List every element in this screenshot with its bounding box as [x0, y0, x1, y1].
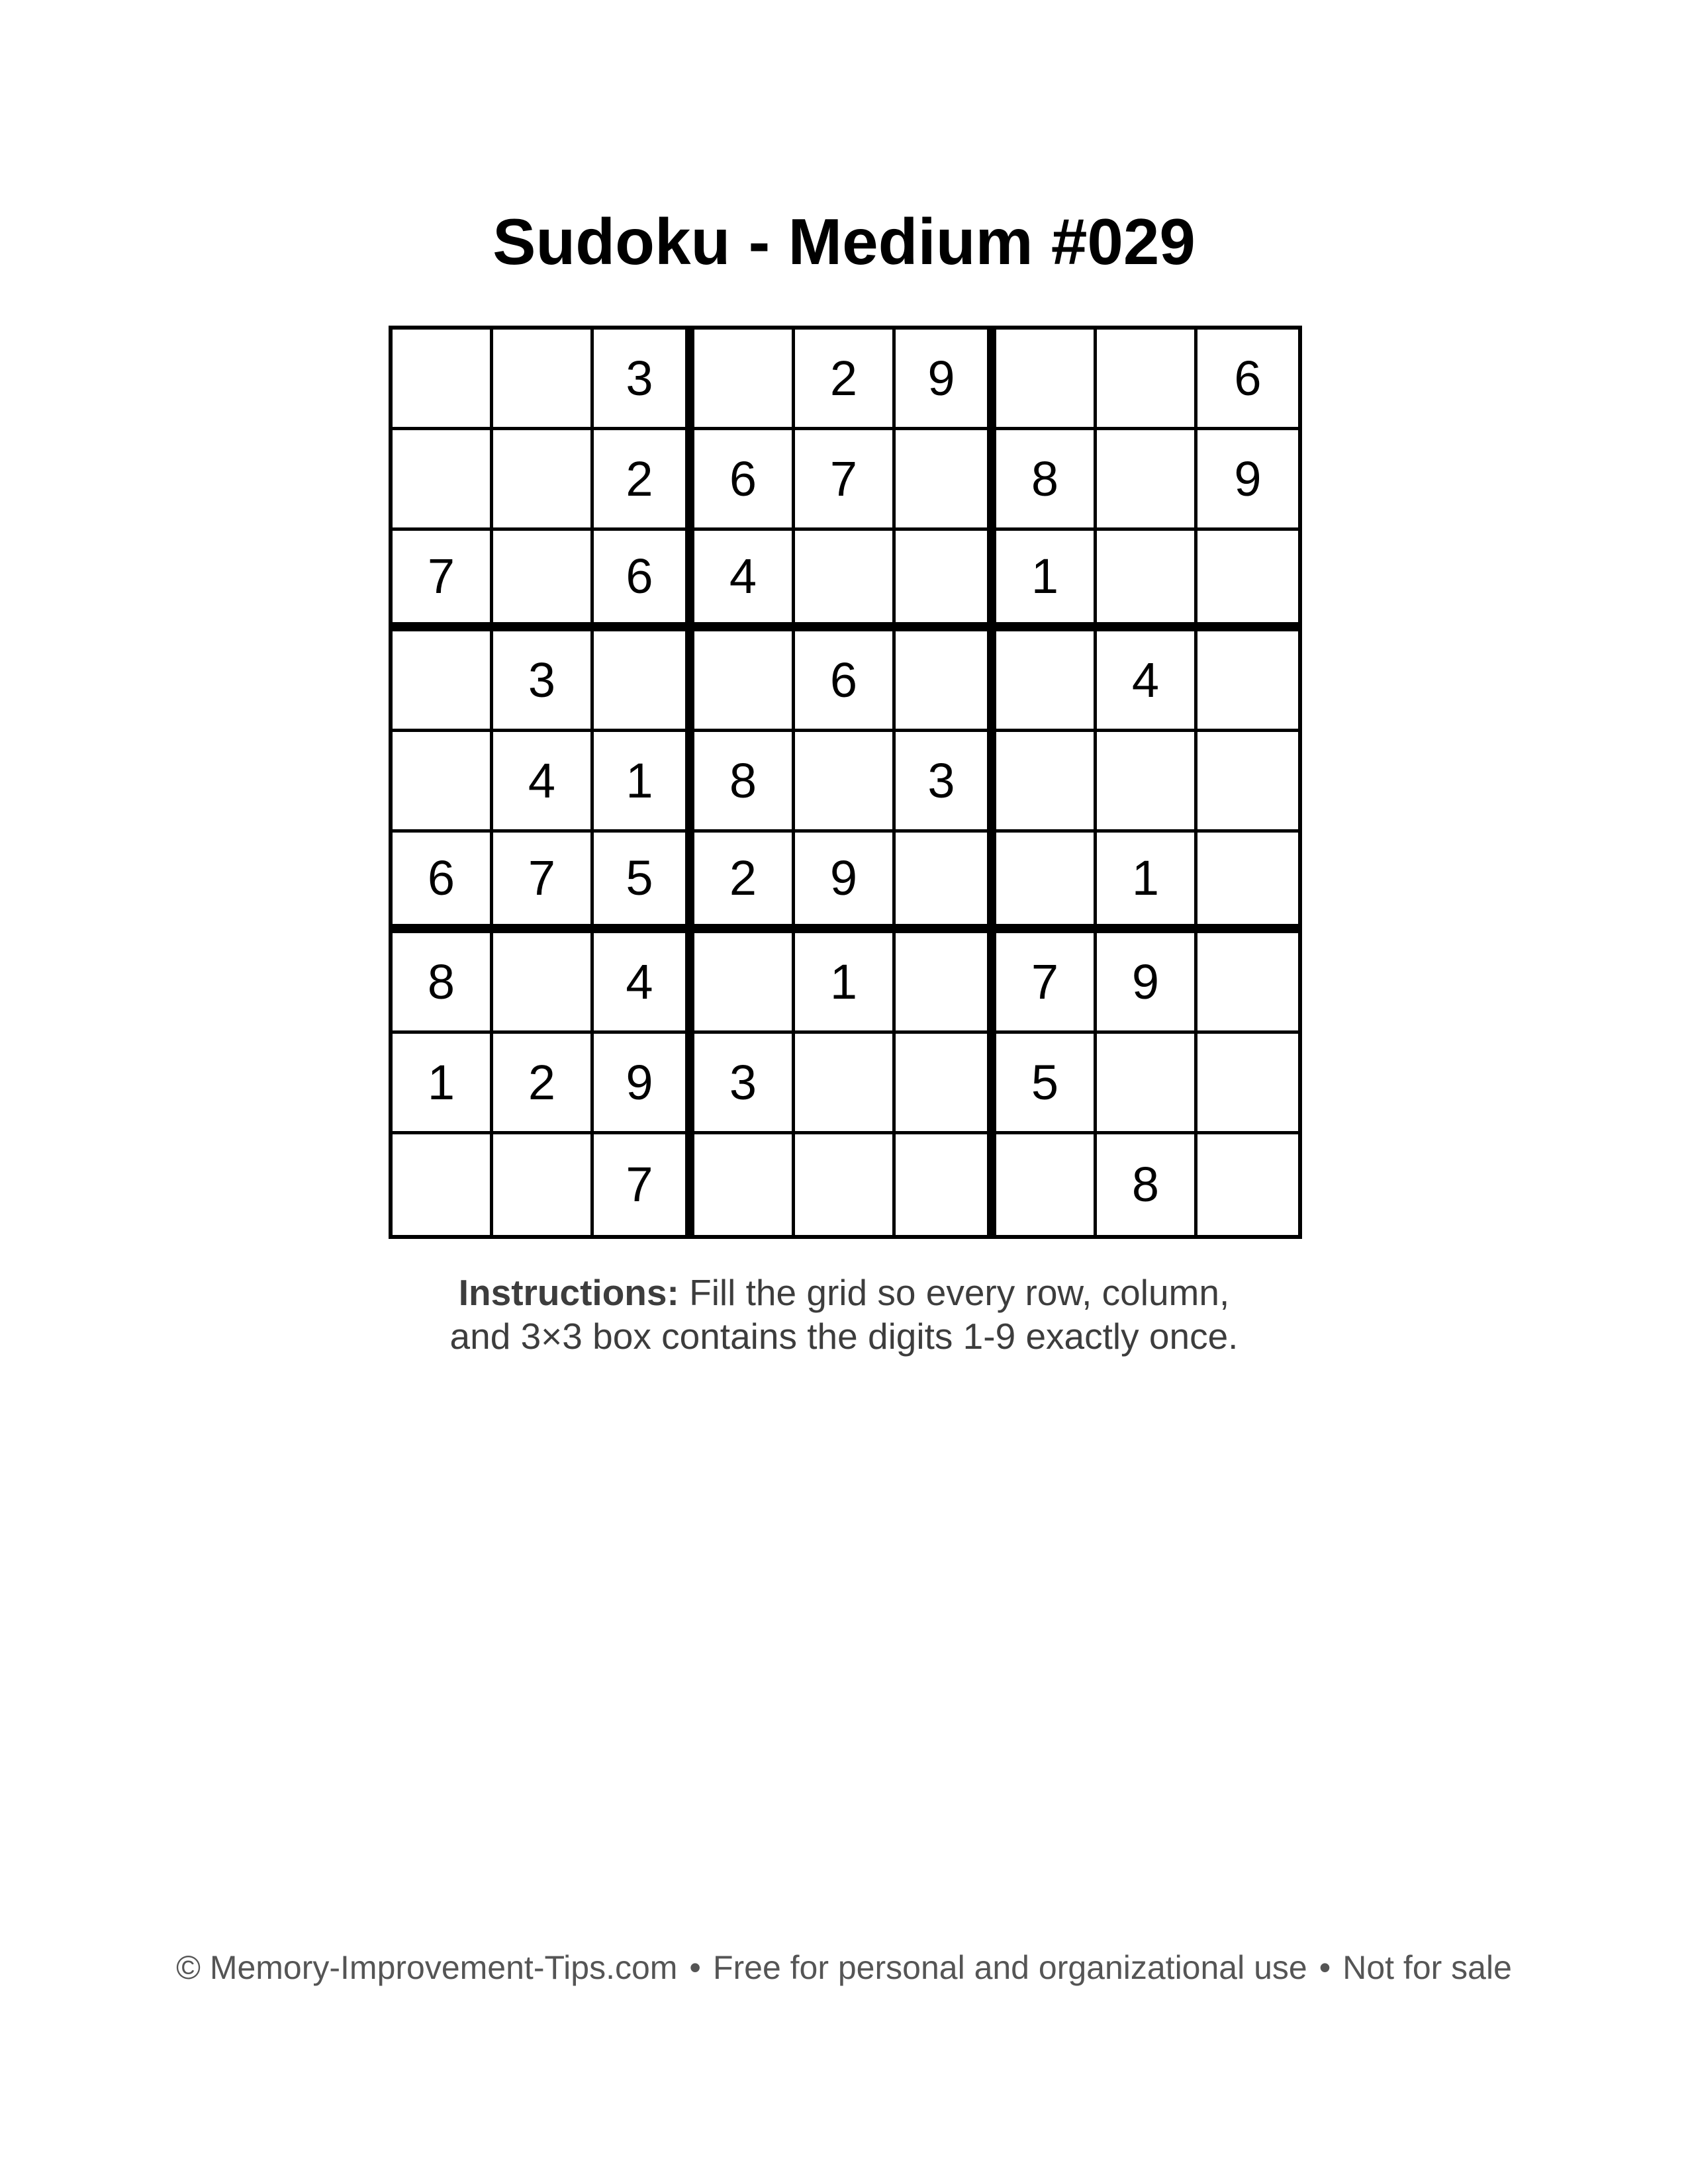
footer [0, 1946, 1688, 1989]
sudoku-cell-empty[interactable] [393, 1134, 493, 1235]
sudoku-cell-empty[interactable] [1097, 430, 1197, 531]
sudoku-cell-empty[interactable] [1197, 1134, 1298, 1235]
sudoku-grid [389, 326, 1302, 1239]
sudoku-cell-empty[interactable] [795, 1034, 896, 1134]
instructions-label: Instructions: [458, 1272, 679, 1313]
sudoku-cell-empty[interactable] [594, 631, 694, 732]
sudoku-cell-given: 9 [594, 1034, 694, 1134]
footer-separator: • [689, 1949, 701, 1986]
instructions-line-1 [0, 1271, 1688, 1314]
sudoku-cell-given: 5 [594, 833, 694, 933]
footer-copyright: © Memory-Improvement-Tips.com [176, 1949, 678, 1986]
footer-license: Free for personal and organizational use [712, 1949, 1307, 1986]
sudoku-cell-empty[interactable] [493, 430, 594, 531]
footer-sale-notice: Not for sale [1342, 1949, 1512, 1986]
sudoku-cell-empty[interactable] [896, 833, 996, 933]
sudoku-cell-given: 8 [996, 430, 1097, 531]
sudoku-cell-empty[interactable] [1197, 732, 1298, 833]
sudoku-cell-empty[interactable] [694, 631, 795, 732]
sudoku-cell-empty[interactable] [996, 631, 1097, 732]
sudoku-cell-given: 1 [594, 732, 694, 833]
sudoku-cell-empty[interactable] [1097, 330, 1197, 430]
sudoku-cell-empty[interactable] [694, 330, 795, 430]
sudoku-cell-empty[interactable] [996, 330, 1097, 430]
sudoku-cell-given: 1 [996, 531, 1097, 631]
sudoku-cell-given: 4 [1097, 631, 1197, 732]
sudoku-cell-empty[interactable] [694, 1134, 795, 1235]
sudoku-cell-empty[interactable] [795, 732, 896, 833]
sudoku-cell-empty[interactable] [896, 1134, 996, 1235]
sudoku-cell-given: 7 [795, 430, 896, 531]
sudoku-cell-empty[interactable] [1197, 933, 1298, 1034]
sudoku-cell-empty[interactable] [393, 430, 493, 531]
sudoku-cell-given: 9 [1197, 430, 1298, 531]
sudoku-cell-given: 3 [493, 631, 594, 732]
sudoku-cell-empty[interactable] [694, 933, 795, 1034]
sudoku-cell-given: 2 [493, 1034, 594, 1134]
sudoku-cell-given: 4 [694, 531, 795, 631]
sudoku-cell-given: 7 [594, 1134, 694, 1235]
sudoku-cell-empty[interactable] [896, 631, 996, 732]
sudoku-cell-given: 6 [393, 833, 493, 933]
sudoku-cell-given: 3 [594, 330, 694, 430]
sudoku-cell-given: 1 [393, 1034, 493, 1134]
sudoku-cell-empty[interactable] [896, 933, 996, 1034]
sudoku-cell-empty[interactable] [896, 1034, 996, 1134]
sudoku-cell-given: 2 [694, 833, 795, 933]
sudoku-cell-given: 6 [1197, 330, 1298, 430]
sudoku-cell-empty[interactable] [795, 531, 896, 631]
sudoku-cell-given: 7 [393, 531, 493, 631]
sudoku-cell-given: 1 [1097, 833, 1197, 933]
sudoku-cell-given: 4 [594, 933, 694, 1034]
sudoku-cell-empty[interactable] [1197, 1034, 1298, 1134]
sudoku-cell-empty[interactable] [1197, 833, 1298, 933]
sudoku-cell-empty[interactable] [1097, 1034, 1197, 1134]
sudoku-cell-empty[interactable] [493, 1134, 594, 1235]
sudoku-cell-given: 2 [795, 330, 896, 430]
sudoku-cell-given: 6 [594, 531, 694, 631]
sudoku-cell-given: 7 [493, 833, 594, 933]
sudoku-cell-empty[interactable] [996, 732, 1097, 833]
sudoku-cell-given: 4 [493, 732, 594, 833]
sudoku-cell-given: 8 [393, 933, 493, 1034]
sudoku-cell-empty[interactable] [896, 531, 996, 631]
sudoku-cell-empty[interactable] [493, 531, 594, 631]
sudoku-cell-empty[interactable] [1097, 531, 1197, 631]
sudoku-cell-given: 2 [594, 430, 694, 531]
instructions-text-2: and 3×3 box contains the digits 1-9 exactly once. [449, 1316, 1239, 1357]
sudoku-cell-empty[interactable] [1197, 631, 1298, 732]
sudoku-cell-empty[interactable] [393, 631, 493, 732]
sudoku-cell-empty[interactable] [896, 430, 996, 531]
sudoku-cell-empty[interactable] [393, 732, 493, 833]
footer-separator: • [1319, 1949, 1331, 1986]
sudoku-cell-given: 8 [1097, 1134, 1197, 1235]
sudoku-cell-empty[interactable] [1097, 732, 1197, 833]
sudoku-cell-empty[interactable] [996, 1134, 1097, 1235]
sudoku-cell-given: 9 [896, 330, 996, 430]
sudoku-cell-empty[interactable] [393, 330, 493, 430]
sudoku-cell-empty[interactable] [493, 933, 594, 1034]
sudoku-cell-empty[interactable] [996, 833, 1097, 933]
sudoku-cell-given: 9 [1097, 933, 1197, 1034]
instructions-text-1: Fill the grid so every row, column, [679, 1272, 1230, 1313]
sudoku-cell-given: 8 [694, 732, 795, 833]
sudoku-cell-given: 3 [896, 732, 996, 833]
sudoku-cell-given: 6 [795, 631, 896, 732]
sudoku-cell-given: 7 [996, 933, 1097, 1034]
sudoku-cell-given: 9 [795, 833, 896, 933]
page-title: Sudoku - Medium #029 [492, 205, 1196, 278]
sudoku-cell-given: 6 [694, 430, 795, 531]
instructions [0, 1271, 1688, 1358]
sudoku-cell-empty[interactable] [795, 1134, 896, 1235]
sudoku-cell-given: 1 [795, 933, 896, 1034]
sudoku-cell-empty[interactable] [493, 330, 594, 430]
sudoku-cell-given: 3 [694, 1034, 795, 1134]
sudoku-cell-given: 5 [996, 1034, 1097, 1134]
sudoku-cell-empty[interactable] [1197, 531, 1298, 631]
